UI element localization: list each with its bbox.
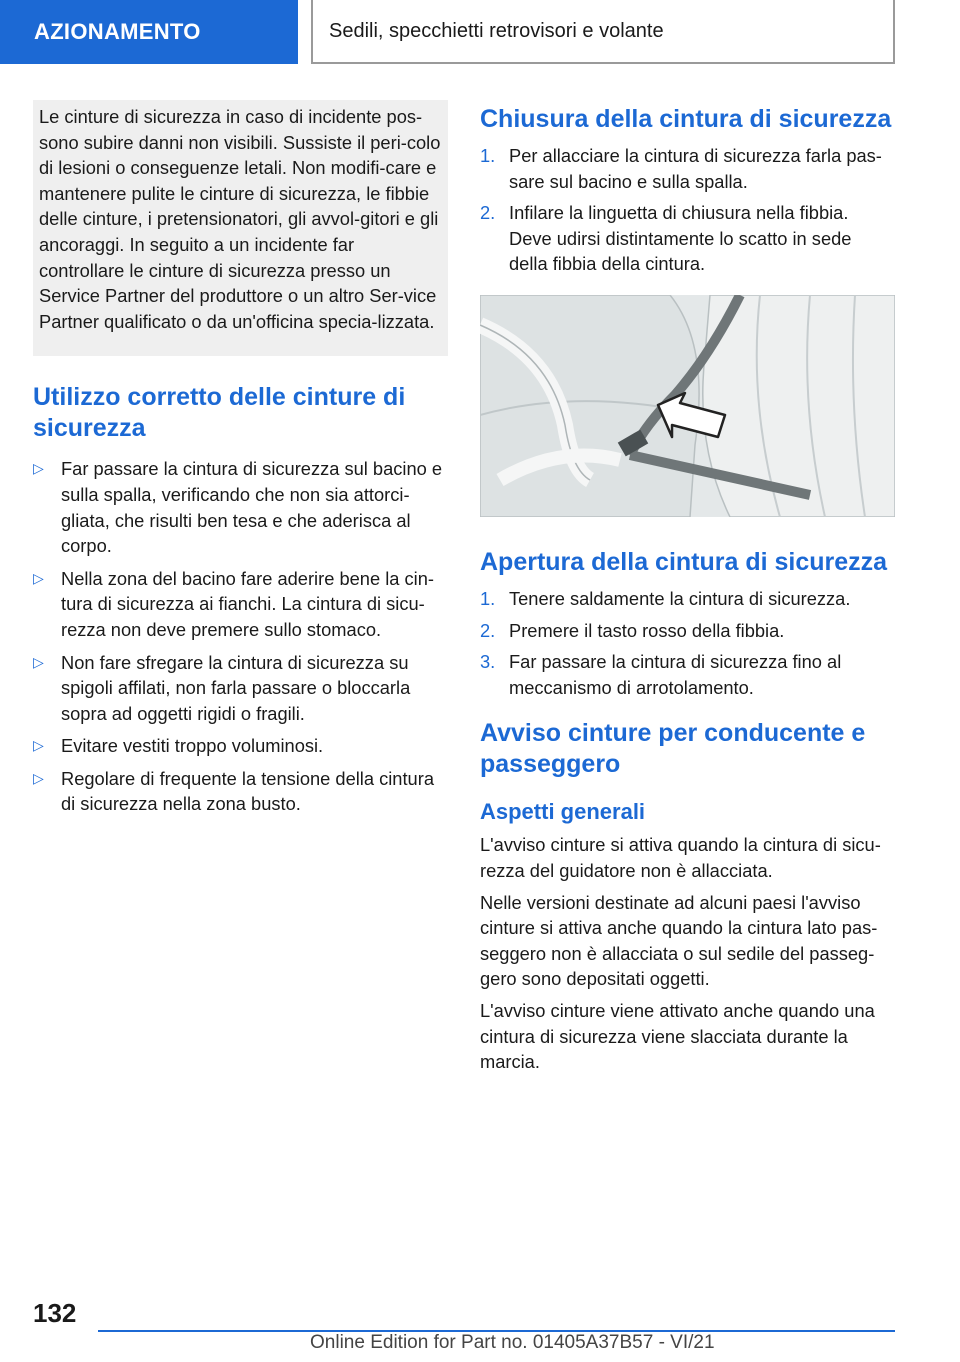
step-item: 2. Infilare la linguetta di chiusura nella fibbia. Deve udirsi distintamente lo scatto in sede della fibbia della cintura. [480,202,852,275]
step-number: 3. [480,651,496,673]
fastening-steps [480,143,895,277]
step-item: 1. Tenere saldamente la cintura di sicurezza. [480,586,895,612]
step-item: 3. Far passare la cintura di sicurezza fino al meccanismo di arrotolamento. [480,651,842,698]
opening-steps [480,586,895,700]
reminder-heading: Avviso cinture per conducente e passeggero [480,719,866,779]
list-item: ▷ Evitare vestiti troppo voluminosi. [33,733,448,759]
triangle-bullet-icon: ▷ [33,460,44,477]
step-item: 1. Per allacciare la cintura di sicurezza farla pas-sare sul bacino e sulla spalla. [480,145,882,192]
page-number: 132 [33,1298,77,1328]
triangle-bullet-icon: ▷ [33,737,44,754]
reminder-subheading: Aspetti generali [480,799,646,825]
right-column [480,100,895,1081]
triangle-bullet-icon: ▷ [33,653,44,670]
chapter-title: Sedili, specchietti retrovisori e volante [329,19,664,42]
warning-text: Le cinture di sicurezza in caso di incidente pos-sono subire danni non visibili. Sussiste il peri-colo di lesioni o conseguenze letali. Non modifi-care e mantenere pulite le cinture di sicurezza, le fibbie delle cinture, i pretensionatori, gli avvol-gitori e gli ancoraggi. In seguito a un incidente far controllare le cinture di sicurezza presso un Service Partner del produttore o un altro Ser-vice Partner qualificato o da un'officina specia-lizzata. [39,106,441,332]
list-item: ▷ Far passare la cintura di sicurezza sul bacino e sulla spalla, verificando che non sia attorci-gliata, che risulti ben tesa e che aderisca al corpo. [33,458,443,557]
chapter-header [311,0,895,64]
list-item: ▷ Nella zona del bacino fare aderire bene la cin-tura di sicurezza ai fianchi. La cintura di sicu-rezza non deve premere sullo stomaco. [33,567,434,640]
section-title: AZIONAMENTO [34,19,201,44]
triangle-bullet-icon: ▷ [33,569,44,586]
correct-use-list [33,456,448,817]
opening-heading: Apertura della cintura di sicurezza [480,547,888,576]
list-item: ▷ Non fare sfregare la cintura di sicurezza su spigoli affilati, non farla passare o bloccarla sopra ad oggetti rigidi o fragili. [33,651,411,724]
edition-note: Online Edition for Part no. 01405A37B57 - VI/21 [310,1332,715,1353]
warning-box [33,100,448,356]
correct-use-heading: Utilizzo corretto delle cinture di sicurezza [33,383,406,443]
step-number: 2. [480,619,496,641]
section-tab [0,0,298,64]
step-number: 1. [480,587,496,609]
left-column [33,100,448,824]
step-number: 2. [480,202,496,224]
reminder-paragraph: Nelle versioni destinate ad alcuni paesi l'avviso cinture si attiva anche quando la cintura lato pas-seggero non è allacciata o sul sedile del passeg-gero sono depositati oggetti. [480,891,878,990]
step-item: 2. Premere il tasto rosso della fibbia. [480,618,895,644]
list-item: ▷ Regolare di frequente la tensione della cintura di sicurezza nella zona busto. [33,767,434,815]
seatbelt-illustration [480,295,895,517]
seat-belt-buckle-image [480,295,895,517]
triangle-bullet-icon: ▷ [33,769,44,786]
reminder-paragraph: L'avviso cinture viene attivato anche quando una cintura di sicurezza viene slacciata durante la marcia. [480,999,875,1073]
fastening-heading: Chiusura della cintura di sicurezza [480,105,892,133]
step-number: 1. [480,145,496,166]
reminder-paragraph: L'avviso cinture si attiva quando la cintura di sicu-rezza del guidatore non è allacciata. [480,834,881,881]
